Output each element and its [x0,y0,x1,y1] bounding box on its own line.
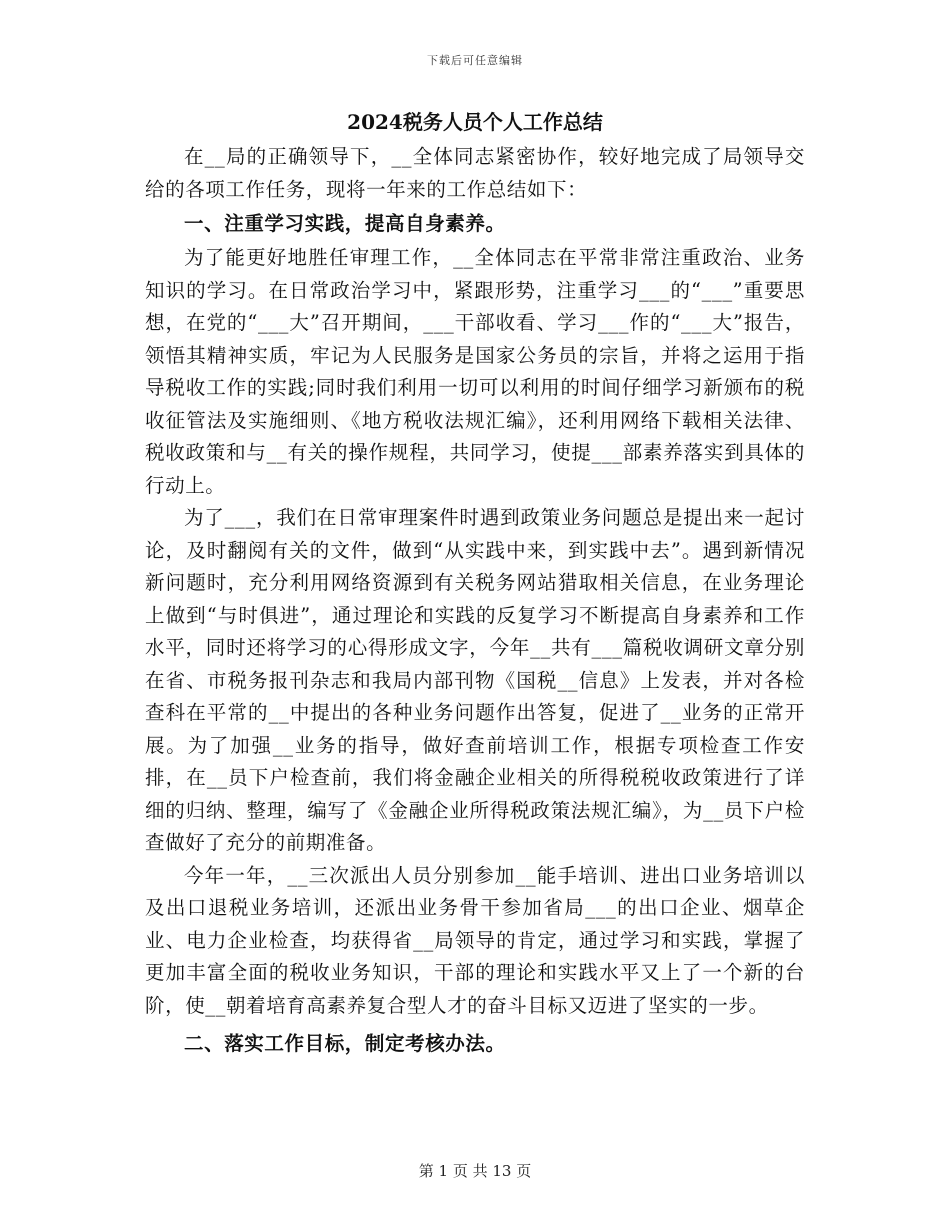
section-heading-2: 二、落实工作目标，制定考核办法。 [184,1032,506,1055]
document-body [145,103,805,1062]
page-header-note: 下载后可任意编辑 [427,54,523,67]
paragraph-business-discussion: 为了___，我们在日常审理案件时遇到政策业务问题总是提出来一起讨论，及时翻阅有关的文件，做到“从实践中来，到实践中去”。遇到新情况新问题时，充分利用网络资源到有关税务网站猎取相关信息，在业务理论上做到“与时俱进”，通过理论和实践的反复学习不断提高自身素养和工作水平，同时还将学习的心得形成文字，今年__共有___篇税收调研文章分别在省、市税务报刊杂志和我局内部刊物《国税__信息》上发表，并对各检查科在平常的__中提出的各种业务问题作出答复，促进了__业务的正常开展。为了加强__业务的指导，做好查前培训工作，根据专项检查工作安排，在__员下户检查前，我们将金融企业相关的所得税税收政策进行了详细的归纳、整理，编写了《金融企业所得税政策法规汇编》，为__员下户检查做好了充分的前期准备。 [145,506,805,854]
paragraph-training: 今年一年，__三次派出人员分别参加__能手培训、进出口业务培训以及出口退税业务培训，还派出业务骨干参加省局___的出口企业、烟草企业、电力企业检查，均获得省__局领导的肯定，通过学习和实践，掌握了更加丰富全面的税收业务知识，干部的理论和实践水平又上了一个新的台阶，使__朝着培育高素养复合型人才的奋斗目标又迈进了坚实的一步。 [145,863,805,1017]
intro-paragraph: 在__局的正确领导下，__全体同志紧密协作，较好地完成了局领导交给的各项工作任务，现将一年来的工作总结如下： [145,145,805,201]
section-heading-1: 一、注重学习实践，提高自身素养。 [184,212,506,235]
paragraph-study-politics: 为了能更好地胜任审理工作，__全体同志在平常非常注重政治、业务知识的学习。在日常政治学习中，紧跟形势，注重学习___的“___”重要思想，在党的“___大”召开期间，___干部收看、学习___作的“___大”报告，领悟其精神实质，牢记为人民服务是国家公务员的宗旨，并将之运用于指导税收工作的实践;同时我们利用一切可以利用的时间仔细学习新颁布的税收征管法及实施细则、《地方税收法规汇编》，还利用网络下载相关法律、税收政策和与__有关的操作规程，共同学习，使提___部素养落实到具体的行动上。 [145,246,805,497]
page-number-footer: 第 1 页 共 13 页 [418,1162,532,1180]
document-title: 2024税务人员个人工作总结 [347,110,603,134]
